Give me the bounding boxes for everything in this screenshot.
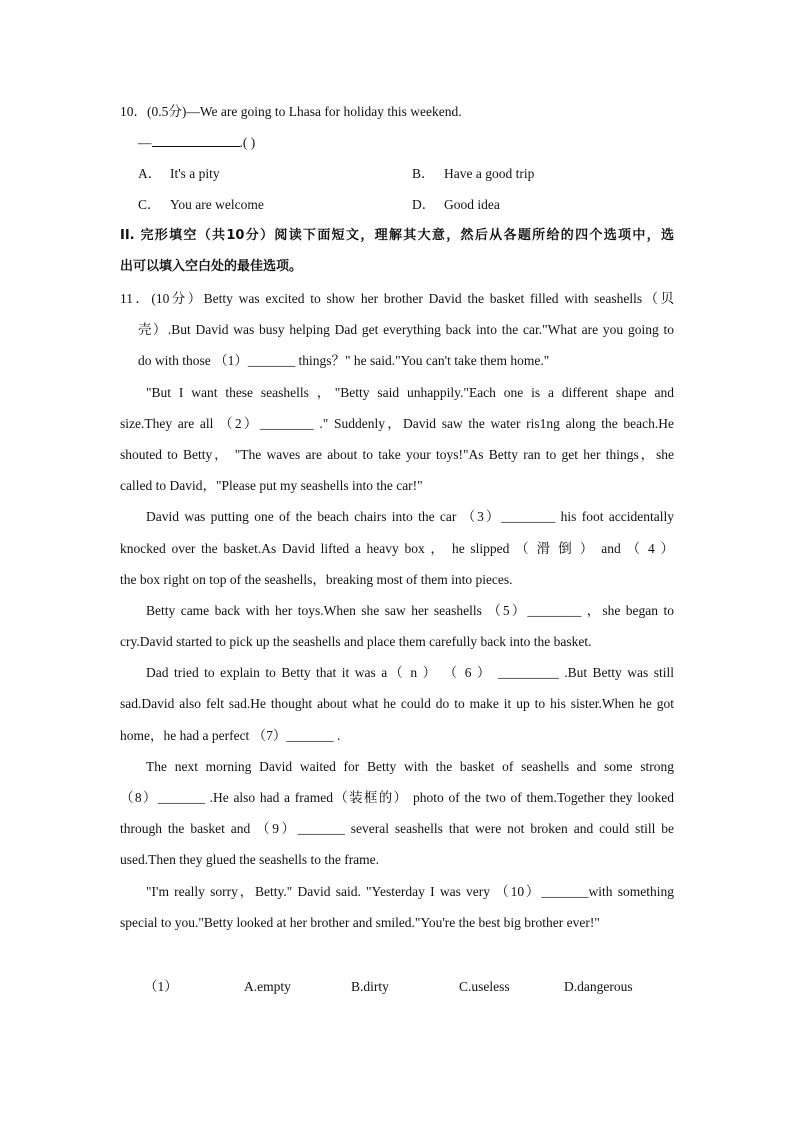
- q10-option-c[interactable]: [138, 195, 264, 215]
- q11-line-19: used.Then they glued the seashells to the frame.: [120, 852, 380, 867]
- q10-reply-suffix: .( ): [239, 135, 256, 150]
- q11-line-8: David was putting one of the beach chairs into the car （3）________ his foot accidentally: [146, 509, 674, 524]
- option-text: Have a good trip: [444, 166, 535, 181]
- q11-line-2: 壳）.But David was busy helping Dad get everything back into the car."What are you going to: [138, 322, 674, 337]
- q11-line-18: through the basket and （9）_______ several seashells that were not broken and could still be: [120, 821, 674, 836]
- answer1-label: （1）: [144, 979, 178, 994]
- q11-line-15: home，he had a perfect （7）_______ .: [120, 728, 341, 743]
- q11-line-17: （8）_______ .He also had a framed（装框的） photo of the two of them.Together they looked: [120, 790, 674, 805]
- answer1-option-b[interactable]: B.dirty: [351, 979, 389, 994]
- option-letter: D．: [412, 197, 436, 212]
- option-letter: B．: [412, 166, 435, 181]
- option-text: You are welcome: [170, 197, 264, 212]
- section2-heading-line1: II. 完形填空（共10分）阅读下面短文，理解其大意，然后从各题所给的四个选项中，选: [120, 228, 674, 243]
- answer1-option-a[interactable]: A.empty: [244, 979, 291, 994]
- q11-line-21: special to you."Betty looked at her brother and smiled."You're the best big brother ever!": [120, 915, 600, 930]
- q10-option-d[interactable]: [412, 195, 500, 215]
- answer1-option-c[interactable]: C.useless: [459, 979, 510, 994]
- q11-line-3: do with those （1）_______ things？" he said."You can't take them home.": [138, 353, 550, 368]
- answer1-option-d[interactable]: D.dangerous: [564, 979, 633, 994]
- q11-line-7: called to David，"Please put my seashells into the car!": [120, 478, 423, 493]
- q11-line-4: "But I want these seashells ，"Betty said unhappily."Each one is a different shape and: [146, 385, 674, 400]
- q11-line-16: The next morning David waited for Betty with the basket of seashells and some strong: [146, 759, 674, 774]
- q10-stem: 10．(0.5分)—We are going to Lhasa for holiday this weekend.: [120, 104, 462, 119]
- option-text: It's a pity: [170, 166, 220, 181]
- q10-reply-prefix: —: [138, 135, 152, 150]
- q10-reply: [138, 133, 255, 153]
- option-text: Good idea: [444, 197, 500, 212]
- q11-line-6: shouted to Betty， "The waves are about to take your toys!"As Betty ran to get her things，she: [120, 447, 674, 462]
- q11-line-1: 11．(10分）Betty was excited to show her brother David the basket filled with seashells（贝: [120, 291, 674, 306]
- q11-line-10: the box right on top of the seashells，breaking most of them into pieces.: [120, 572, 513, 587]
- q11-line-13: Dad tried to explain to Betty that it was a（ n ） （ 6 ） _________ .But Betty was still: [146, 665, 674, 680]
- q11-line-20: "I'm really sorry，Betty." David said. "Yesterday I was very （10）_______with something: [146, 884, 674, 899]
- q11-line-9: knocked over the basket.As David lifted a heavy box ， he slipped （ 滑 倒 ） and （ 4 ）: [120, 541, 674, 556]
- q10-option-a[interactable]: [138, 164, 220, 184]
- section2-heading-line2: 出可以填入空白处的最佳选项。: [120, 259, 303, 274]
- option-letter: A．: [138, 166, 162, 181]
- q11-line-5: size.They are all （2）________ ." Suddenly，David saw the water ris1ng along the beach.He: [120, 416, 674, 431]
- q11-line-12: cry.David started to pick up the seashells and place them carefully back into the basket.: [120, 634, 592, 649]
- option-letter: C．: [138, 197, 161, 212]
- q11-line-14: sad.David also felt sad.He thought about what he could do to make it up to his sister.When he got: [120, 696, 674, 711]
- q10-option-b[interactable]: [412, 164, 534, 184]
- q10-answer-blank: [152, 134, 240, 147]
- q11-line-11: Betty came back with her toys.When she saw her seashells （5）________ ，she began to: [146, 603, 674, 618]
